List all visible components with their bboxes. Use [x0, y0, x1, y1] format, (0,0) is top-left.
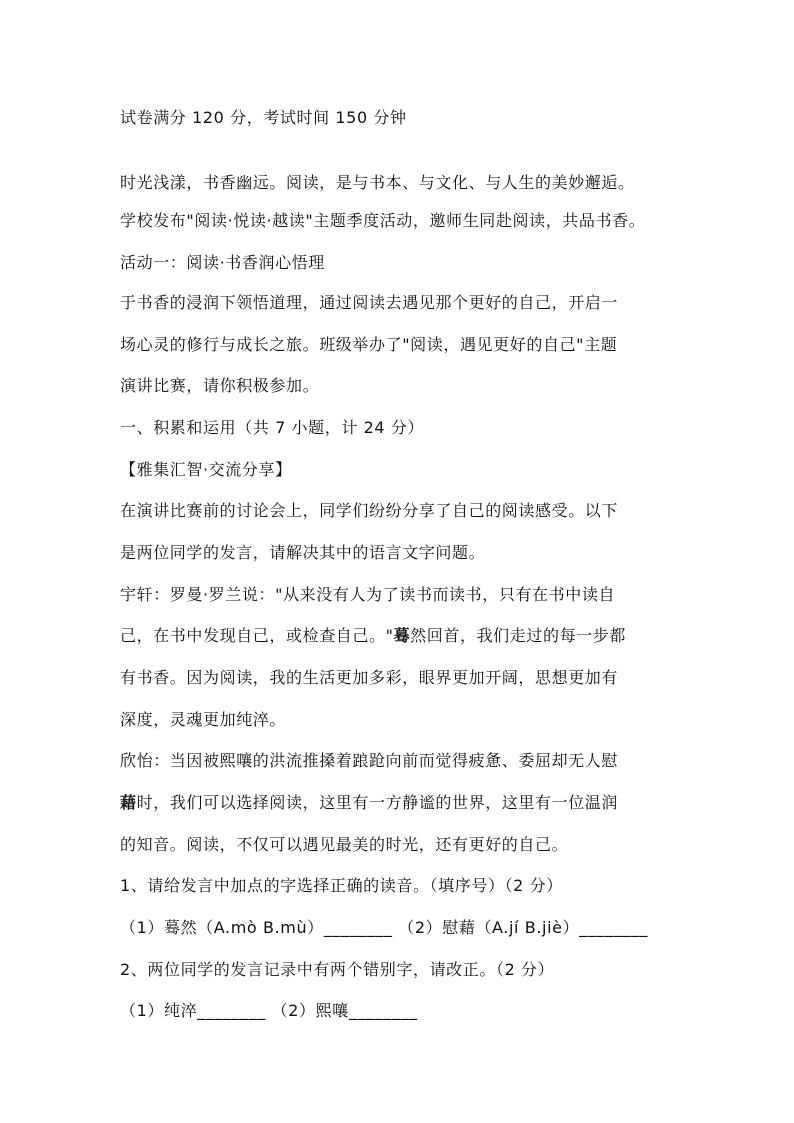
question-2-items: （1）纯淬________ （2）熙嚷________ [120, 1001, 418, 1020]
section-desc-line-1: 在演讲比赛前的讨论会上，同学们纷纷分享了自己的阅读感受。以下 [120, 501, 619, 520]
speech2-line-1: 欣怡：当因被熙嚷的洪流推搡着踉跄向前而觉得疲惫、委屈却无人慰 [120, 751, 619, 770]
speech1-line-2 [120, 624, 626, 648]
activity-title: 活动一：阅读·书香润心悟理 [120, 253, 325, 272]
section-subtitle: 【雅集汇智·交流分享】 [120, 460, 292, 479]
speech1-line-2-start: 己，在书中发现自己，或检查自己。" [120, 626, 394, 645]
intro-line-1: 时光浅漾，书香幽远。阅读，是与书本、与文化、与人生的美妙邂逅。 [120, 173, 635, 192]
section-title: 一、积累和运用（共 7 小题，计 24 分） [120, 418, 425, 437]
question-1-items: （1）蓦然（A.mò B.mù）________ （2）慰藉（A.jí B.jiè）________ [120, 918, 648, 937]
dotted-char-mo: 蓦 [393, 626, 411, 645]
activity-desc-line-3: 演讲比赛，请你积极参加。 [120, 376, 320, 395]
exam-info: 试卷满分 120 分，考试时间 150 分钟 [120, 108, 407, 127]
speech2-line-2-rest: 时，我们可以选择阅读，这里有一方静谧的世界，这里有一位温润 [136, 793, 619, 812]
question-1: 1、请给发言中加点的字选择正确的读音。（填序号）（2 分） [120, 876, 563, 895]
intro-line-2: 学校发布"阅读·悦读·越读"主题季度活动，邀师生同赴阅读，共品书香。 [120, 211, 646, 230]
question-2: 2、两位同学的发言记录中有两个错别字，请改正。（2 分） [120, 960, 555, 979]
speech1-line-2-end: 然回首，我们走过的每一步都 [410, 626, 626, 645]
speech2-line-2 [120, 791, 618, 815]
speech1-line-1: 宇轩：罗曼·罗兰说："从来没有人为了读书而读书，只有在书中读自 [120, 585, 616, 604]
activity-desc-line-1: 于书香的浸润下领悟道理，通过阅读去遇见那个更好的自己，开启一 [120, 293, 619, 312]
activity-desc-line-2: 场心灵的修行与成长之旅。班级举办了"阅读，遇见更好的自己"主题 [120, 335, 618, 354]
speech1-line-4: 深度，灵魂更加纯淬。 [120, 710, 287, 729]
speech2-line-3: 的知音。阅读，不仅可以遇见最美的时光，还有更好的自己。 [120, 835, 569, 854]
dotted-char-jie: 藉 [120, 793, 137, 812]
speech1-line-3: 有书香。因为阅读，我的生活更加多彩，眼界更加开阔，思想更加有 [120, 668, 619, 687]
section-desc-line-2: 是两位同学的发言，请解决其中的语言文字问题。 [120, 543, 486, 562]
